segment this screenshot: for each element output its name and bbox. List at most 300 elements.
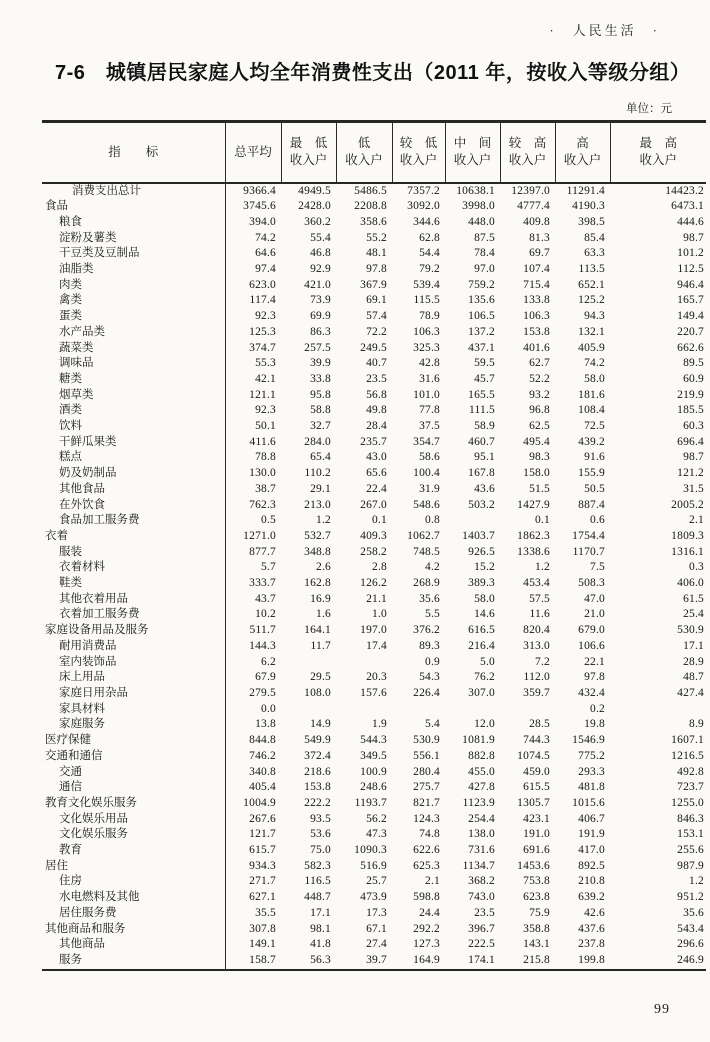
cell-value: 511.7 xyxy=(249,624,276,637)
cell-value: 11291.4 xyxy=(566,184,605,197)
cell-value: 753.8 xyxy=(523,875,550,888)
table-row xyxy=(42,874,706,890)
cell-value: 31.6 xyxy=(419,372,440,385)
row-label: 耐用消费品 xyxy=(42,639,225,655)
row-label: 文化娱乐服务 xyxy=(42,827,225,843)
table-row xyxy=(42,592,706,608)
cell-value: 74.2 xyxy=(584,357,605,370)
cell-value: 46.8 xyxy=(310,247,331,260)
cell-value: 775.2 xyxy=(578,749,605,762)
cell-value: 115.5 xyxy=(413,294,440,307)
cell-value: 56.2 xyxy=(366,812,387,825)
cell-value: 423.1 xyxy=(523,812,550,825)
table-row xyxy=(42,388,706,404)
cell-value: 78.4 xyxy=(474,247,495,260)
cell-value: 2.6 xyxy=(316,561,331,574)
page-number: 99 xyxy=(654,1002,670,1017)
row-label: 水产品类 xyxy=(42,325,225,341)
cell-value: 10638.1 xyxy=(456,184,495,197)
cell-value: 58.8 xyxy=(310,404,331,417)
cell-value: 731.6 xyxy=(468,844,495,857)
cell-value: 1015.6 xyxy=(572,796,605,809)
cell-value xyxy=(500,702,555,718)
cell-value: 358.8 xyxy=(523,922,550,935)
cell-value: 58.6 xyxy=(419,451,440,464)
cell-value: 40.7 xyxy=(366,357,387,370)
cell-value: 58.0 xyxy=(584,372,605,385)
cell-value: 3745.6 xyxy=(243,200,276,213)
cell-value: 882.8 xyxy=(468,749,495,762)
cell-value: 33.8 xyxy=(310,372,331,385)
cell-value: 556.1 xyxy=(413,749,440,762)
cell-value: 1.2 xyxy=(316,514,331,527)
cell-value: 97.8 xyxy=(584,671,605,684)
cell-value: 14.6 xyxy=(474,608,495,621)
table-row xyxy=(42,183,706,200)
table-row xyxy=(42,309,706,325)
cell-value: 93.5 xyxy=(310,812,331,825)
row-label: 交通和通信 xyxy=(42,749,225,765)
cell-value: 325.3 xyxy=(413,341,440,354)
table-row xyxy=(42,906,706,922)
table-row xyxy=(42,765,706,781)
cell-value: 199.8 xyxy=(578,953,605,966)
cell-value: 743.0 xyxy=(468,891,495,904)
cell-value: 9366.4 xyxy=(243,184,276,197)
row-label: 家庭服务 xyxy=(42,717,225,733)
cell-value: 22.1 xyxy=(584,655,605,668)
cell-value: 65.4 xyxy=(310,451,331,464)
cell-value: 530.9 xyxy=(677,624,704,637)
cell-value: 12.0 xyxy=(474,718,495,731)
column-header: 总平均 xyxy=(225,122,281,183)
cell-value: 135.6 xyxy=(468,294,495,307)
cell-value xyxy=(281,655,336,671)
column-header: 较 高 收入户 xyxy=(500,122,555,183)
cell-value: 56.3 xyxy=(310,953,331,966)
cell-value: 35.6 xyxy=(419,592,440,605)
cell-value: 284.0 xyxy=(304,435,331,448)
cell-value: 1607.1 xyxy=(671,734,704,747)
cell-value: 275.7 xyxy=(413,781,440,794)
row-label: 居住服务费 xyxy=(42,906,225,922)
row-label: 服务 xyxy=(42,953,225,970)
table-row xyxy=(42,623,706,639)
cell-value: 951.2 xyxy=(677,891,704,904)
cell-value: 210.8 xyxy=(578,875,605,888)
table-row xyxy=(42,435,706,451)
cell-value: 125.3 xyxy=(249,325,276,338)
cell-value: 409.8 xyxy=(523,215,550,228)
cell-value: 97.4 xyxy=(255,263,276,276)
cell-value: 144.3 xyxy=(249,639,276,652)
column-header: 低 收入户 xyxy=(336,122,392,183)
cell-value: 97.8 xyxy=(366,263,387,276)
cell-value: 627.1 xyxy=(249,891,276,904)
cell-value: 127.3 xyxy=(413,938,440,951)
cell-value: 143.1 xyxy=(523,938,550,951)
cell-value: 4.2 xyxy=(425,561,440,574)
row-label: 烟草类 xyxy=(42,388,225,404)
cell-value: 197.0 xyxy=(360,624,387,637)
cell-value: 652.1 xyxy=(578,278,605,291)
cell-value: 432.4 xyxy=(578,687,605,699)
row-label: 肉类 xyxy=(42,278,225,294)
cell-value: 549.9 xyxy=(304,734,331,747)
cell-value: 1546.9 xyxy=(572,734,605,747)
cell-value: 92.3 xyxy=(255,404,276,417)
cell-value: 307.8 xyxy=(249,922,276,935)
cell-value: 5.0 xyxy=(480,655,495,668)
cell-value: 29.5 xyxy=(310,671,331,684)
row-label: 其他食品 xyxy=(42,482,225,498)
cell-value: 111.5 xyxy=(468,404,495,417)
cell-value: 691.6 xyxy=(523,844,550,857)
cell-value: 113.5 xyxy=(578,263,605,276)
cell-value: 372.4 xyxy=(304,749,331,762)
cell-value: 106.3 xyxy=(413,325,440,338)
cell-value: 11.6 xyxy=(529,608,550,621)
cell-value: 14423.2 xyxy=(665,184,704,197)
table-row xyxy=(42,733,706,749)
column-header: 中 间 收入户 xyxy=(445,122,500,183)
column-header: 最 高 收入户 xyxy=(610,122,706,183)
cell-value: 481.8 xyxy=(578,781,605,794)
cell-value: 51.5 xyxy=(529,482,550,495)
cell-value: 1123.9 xyxy=(462,796,495,809)
cell-value: 62.7 xyxy=(529,357,550,370)
cell-value: 92.9 xyxy=(310,263,331,276)
cell-value: 2005.2 xyxy=(671,498,704,511)
cell-value: 349.5 xyxy=(360,749,387,762)
cell-value: 23.5 xyxy=(474,906,495,919)
cell-value: 4190.3 xyxy=(572,200,605,213)
table-body xyxy=(42,183,706,970)
cell-value: 95.1 xyxy=(474,451,495,464)
cell-value: 106.6 xyxy=(578,639,605,652)
table-row xyxy=(42,341,706,357)
cell-value xyxy=(336,702,392,718)
cell-value: 2428.0 xyxy=(298,200,331,213)
cell-value: 77.8 xyxy=(419,404,440,417)
cell-value: 72.2 xyxy=(366,325,387,338)
row-label: 医疗保健 xyxy=(42,733,225,749)
cell-value: 1271.0 xyxy=(243,529,276,542)
cell-value: 107.4 xyxy=(523,263,550,276)
cell-value: 79.2 xyxy=(419,263,440,276)
cell-value: 615.7 xyxy=(249,844,276,857)
cell-value: 174.1 xyxy=(468,953,495,966)
cell-value: 616.5 xyxy=(468,624,495,637)
row-label: 家具材料 xyxy=(42,702,225,718)
cell-value: 887.4 xyxy=(578,498,605,511)
cell-value: 215.8 xyxy=(523,953,550,966)
cell-value: 715.4 xyxy=(523,278,550,291)
cell-value: 75.9 xyxy=(529,906,550,919)
cell-value xyxy=(336,655,392,671)
cell-value: 108.0 xyxy=(304,687,331,699)
row-label: 消费支出总计 xyxy=(42,183,225,200)
cell-value: 12397.0 xyxy=(511,184,550,197)
cell-value: 4949.5 xyxy=(298,184,331,197)
cell-value: 1754.4 xyxy=(572,529,605,542)
row-label: 糖类 xyxy=(42,372,225,388)
cell-value: 67.9 xyxy=(255,671,276,684)
cell-value: 62.8 xyxy=(419,231,440,244)
cell-value: 5.4 xyxy=(425,718,440,731)
cell-value: 149.1 xyxy=(249,938,276,951)
cell-value: 28.5 xyxy=(529,718,550,731)
cell-value: 73.9 xyxy=(310,294,331,307)
cell-value: 411.6 xyxy=(249,435,276,448)
cell-value: 348.8 xyxy=(304,545,331,558)
table-row xyxy=(42,450,706,466)
cell-value: 78.9 xyxy=(419,310,440,323)
row-label: 其他商品和服务 xyxy=(42,922,225,938)
cell-value: 27.4 xyxy=(366,938,387,951)
cell-value: 746.2 xyxy=(249,749,276,762)
row-label: 其他衣着用品 xyxy=(42,592,225,608)
cell-value: 267.6 xyxy=(249,812,276,825)
cell-value: 934.3 xyxy=(249,859,276,872)
cell-value: 125.2 xyxy=(578,294,605,307)
cell-value: 162.8 xyxy=(304,577,331,590)
cell-value: 20.3 xyxy=(366,671,387,684)
cell-value: 98.3 xyxy=(529,451,550,464)
cell-value: 459.0 xyxy=(523,765,550,778)
cell-value: 98.7 xyxy=(683,231,704,244)
cell-value: 59.5 xyxy=(474,357,495,370)
cell-value: 28.4 xyxy=(366,420,387,433)
expenditure-table-wrap xyxy=(42,120,708,971)
cell-value: 191.0 xyxy=(523,828,550,841)
cell-value: 72.5 xyxy=(584,420,605,433)
row-label: 居住 xyxy=(42,859,225,875)
row-label: 水电燃料及其他 xyxy=(42,890,225,906)
table-row xyxy=(42,717,706,733)
cell-value: 100.9 xyxy=(360,765,387,778)
table-header-row xyxy=(42,122,706,183)
cell-value: 530.9 xyxy=(413,734,440,747)
table-row xyxy=(42,937,706,953)
cell-value: 98.7 xyxy=(683,451,704,464)
cell-value: 267.0 xyxy=(360,498,387,511)
cell-value: 76.2 xyxy=(474,671,495,684)
cell-value: 0.5 xyxy=(261,514,276,527)
cell-value: 2.8 xyxy=(372,561,387,574)
row-label: 酒类 xyxy=(42,403,225,419)
table-row xyxy=(42,215,706,231)
table-row xyxy=(42,498,706,514)
cell-value: 598.8 xyxy=(413,891,440,904)
cell-value: 43.6 xyxy=(474,482,495,495)
cell-value: 389.3 xyxy=(468,577,495,590)
cell-value: 106.5 xyxy=(468,310,495,323)
cell-value: 405.9 xyxy=(578,341,605,354)
cell-value: 124.3 xyxy=(413,812,440,825)
cell-value: 439.2 xyxy=(578,435,605,448)
table-row xyxy=(42,372,706,388)
cell-value: 14.9 xyxy=(310,718,331,731)
cell-value: 292.2 xyxy=(413,922,440,935)
cell-value: 235.7 xyxy=(360,435,387,448)
row-label: 粮食 xyxy=(42,215,225,231)
table-row xyxy=(42,639,706,655)
table-row xyxy=(42,576,706,592)
cell-value: 16.9 xyxy=(310,592,331,605)
cell-value: 0.8 xyxy=(425,514,440,527)
cell-value: 7.2 xyxy=(535,655,550,668)
row-label: 食品加工服务费 xyxy=(42,513,225,529)
cell-value: 13.8 xyxy=(255,718,276,731)
cell-value xyxy=(610,702,706,718)
cell-value: 112.5 xyxy=(677,263,704,276)
cell-value: 74.2 xyxy=(255,231,276,244)
table-row xyxy=(42,262,706,278)
cell-value: 149.4 xyxy=(677,310,704,323)
cell-value: 279.5 xyxy=(249,687,276,699)
cell-value: 374.7 xyxy=(249,341,276,354)
cell-value: 181.6 xyxy=(578,388,605,401)
row-label: 家庭设备用品及服务 xyxy=(42,623,225,639)
cell-value: 52.2 xyxy=(529,372,550,385)
cell-value xyxy=(445,513,500,529)
row-label: 文化娱乐用品 xyxy=(42,812,225,828)
cell-value: 50.1 xyxy=(255,420,276,433)
table-row xyxy=(42,419,706,435)
cell-value: 354.7 xyxy=(413,435,440,448)
cell-value: 1.0 xyxy=(372,608,387,621)
cell-value: 42.8 xyxy=(419,357,440,370)
cell-value: 116.5 xyxy=(304,875,331,888)
table-row xyxy=(42,749,706,765)
cell-value: 38.7 xyxy=(255,482,276,495)
cell-value: 625.3 xyxy=(413,859,440,872)
cell-value: 1004.9 xyxy=(243,796,276,809)
table-row xyxy=(42,545,706,561)
cell-value: 29.1 xyxy=(310,482,331,495)
cell-value: 877.7 xyxy=(249,545,276,558)
cell-value: 1338.6 xyxy=(517,545,550,558)
page-title: 7-6 城镇居民家庭人均全年消费性支出（2011 年，按收入等级分组） xyxy=(55,62,691,84)
cell-value: 748.5 xyxy=(413,545,440,558)
cell-value: 213.0 xyxy=(304,498,331,511)
stub-header: 指 标 xyxy=(42,122,225,183)
cell-value: 15.2 xyxy=(474,561,495,574)
cell-value: 421.0 xyxy=(304,278,331,291)
row-label: 禽类 xyxy=(42,293,225,309)
row-label: 衣着加工服务费 xyxy=(42,607,225,623)
cell-value: 43.7 xyxy=(255,592,276,605)
cell-value: 57.4 xyxy=(366,310,387,323)
cell-value: 35.6 xyxy=(683,906,704,919)
table-row xyxy=(42,796,706,812)
cell-value: 48.7 xyxy=(683,671,704,684)
cell-value: 307.0 xyxy=(468,687,495,699)
table-row xyxy=(42,859,706,875)
expenditure-table xyxy=(42,120,706,971)
cell-value: 398.5 xyxy=(578,215,605,228)
row-label: 通信 xyxy=(42,780,225,796)
cell-value: 137.2 xyxy=(468,325,495,338)
table-row xyxy=(42,278,706,294)
cell-value: 10.2 xyxy=(255,608,276,621)
cell-value: 516.9 xyxy=(360,859,387,872)
table-row xyxy=(42,953,706,970)
cell-value: 85.4 xyxy=(584,231,605,244)
cell-value: 69.1 xyxy=(366,294,387,307)
cell-value: 81.3 xyxy=(529,231,550,244)
cell-value: 78.8 xyxy=(255,451,276,464)
cell-value: 359.7 xyxy=(523,687,550,699)
cell-value: 271.7 xyxy=(249,875,276,888)
cell-value: 1403.7 xyxy=(462,529,495,542)
cell-value: 121.1 xyxy=(249,388,276,401)
cell-value: 89.5 xyxy=(683,357,704,370)
cell-value: 54.3 xyxy=(419,671,440,684)
cell-value: 401.6 xyxy=(523,341,550,354)
cell-value: 62.5 xyxy=(529,420,550,433)
cell-value: 1081.9 xyxy=(462,734,495,747)
cell-value: 444.6 xyxy=(677,215,704,228)
table-row xyxy=(42,702,706,718)
cell-value: 130.0 xyxy=(249,467,276,480)
cell-value: 65.6 xyxy=(366,467,387,480)
row-label: 糕点 xyxy=(42,450,225,466)
row-label: 床上用品 xyxy=(42,670,225,686)
table-row xyxy=(42,686,706,702)
cell-value: 98.1 xyxy=(310,922,331,935)
cell-value: 100.4 xyxy=(413,467,440,480)
cell-value: 280.4 xyxy=(413,765,440,778)
cell-value: 133.8 xyxy=(523,294,550,307)
cell-value: 31.9 xyxy=(419,482,440,495)
table-row xyxy=(42,827,706,843)
cell-value: 344.6 xyxy=(413,215,440,228)
cell-value: 75.0 xyxy=(310,844,331,857)
cell-value: 126.2 xyxy=(360,577,387,590)
cell-value: 2.1 xyxy=(425,875,440,888)
table-row xyxy=(42,356,706,372)
row-label: 食品 xyxy=(42,199,225,215)
cell-value: 333.7 xyxy=(249,577,276,590)
cell-value: 582.3 xyxy=(304,859,331,872)
cell-value: 1193.7 xyxy=(354,796,387,809)
cell-value: 87.5 xyxy=(474,231,495,244)
cell-value: 21.1 xyxy=(366,592,387,605)
cell-value: 987.9 xyxy=(677,859,704,872)
cell-value: 0.0 xyxy=(261,702,276,715)
cell-value: 744.3 xyxy=(523,734,550,747)
cell-value: 110.2 xyxy=(304,467,331,480)
cell-value: 3092.0 xyxy=(407,200,440,213)
cell-value: 548.6 xyxy=(413,498,440,511)
cell-value: 623.0 xyxy=(249,278,276,291)
cell-value: 155.9 xyxy=(578,467,605,480)
cell-value: 367.9 xyxy=(360,278,387,291)
cell-value: 3998.0 xyxy=(462,200,495,213)
cell-value: 473.9 xyxy=(360,891,387,904)
cell-value: 55.3 xyxy=(255,357,276,370)
cell-value: 821.7 xyxy=(413,796,440,809)
table-row xyxy=(42,325,706,341)
cell-value: 39.7 xyxy=(366,953,387,966)
cell-value: 60.9 xyxy=(683,372,704,385)
cell-value: 17.1 xyxy=(310,906,331,919)
cell-value: 58.0 xyxy=(474,592,495,605)
cell-value: 7357.2 xyxy=(407,184,440,197)
cell-value: 138.0 xyxy=(468,828,495,841)
